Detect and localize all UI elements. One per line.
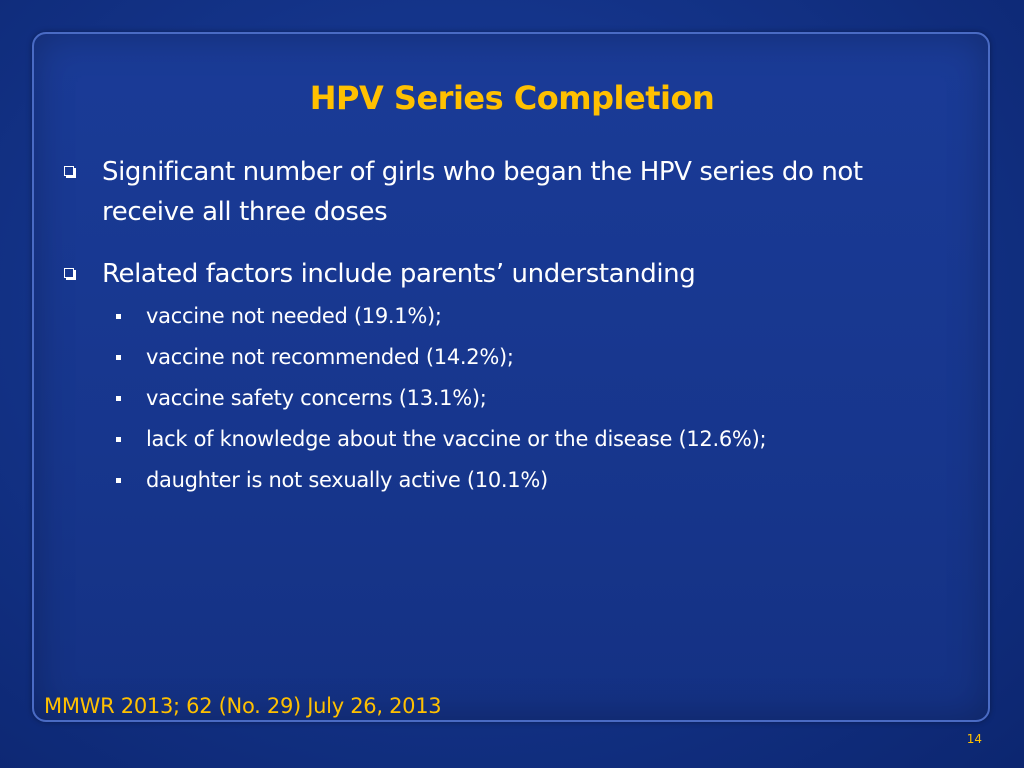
square-bullet-icon [116,437,121,442]
sub-bullet-text: vaccine not needed (19.1%); [146,304,442,328]
sub-bullet-item [102,419,960,460]
square-bullet-icon [116,396,121,401]
square-bullet-icon [116,314,121,319]
checkbox-bullet-icon [64,166,74,176]
sub-bullet-item [102,378,960,419]
citation-footer: MMWR 2013; 62 (No. 29) July 26, 2013 [44,694,442,718]
sub-bullet-text: daughter is not sexually active (10.1%) [146,468,548,492]
sub-bullet-text: vaccine safety concerns (13.1%); [146,386,487,410]
sub-bullet-text: lack of knowledge about the vaccine or the disease (12.6%); [146,427,767,451]
sub-bullet-text: vaccine not recommended (14.2%); [146,345,514,369]
square-bullet-icon [116,355,121,360]
bullet-text: Significant number of girls who began the HPV series do not receive all three doses [102,157,863,227]
sub-bullet-item [102,296,960,337]
slide-title: HPV Series Completion [309,79,715,117]
bullet-list [60,152,960,501]
sub-bullet-item [102,460,960,501]
bullet-item [60,152,960,232]
checkbox-bullet-icon [64,268,74,278]
square-bullet-icon [116,478,121,483]
page-number: 14 [966,732,982,746]
sub-bullet-list [102,296,960,501]
bullet-text: Related factors include parents’ understanding [102,259,696,289]
sub-bullet-item [102,337,960,378]
bullet-item [60,254,960,294]
